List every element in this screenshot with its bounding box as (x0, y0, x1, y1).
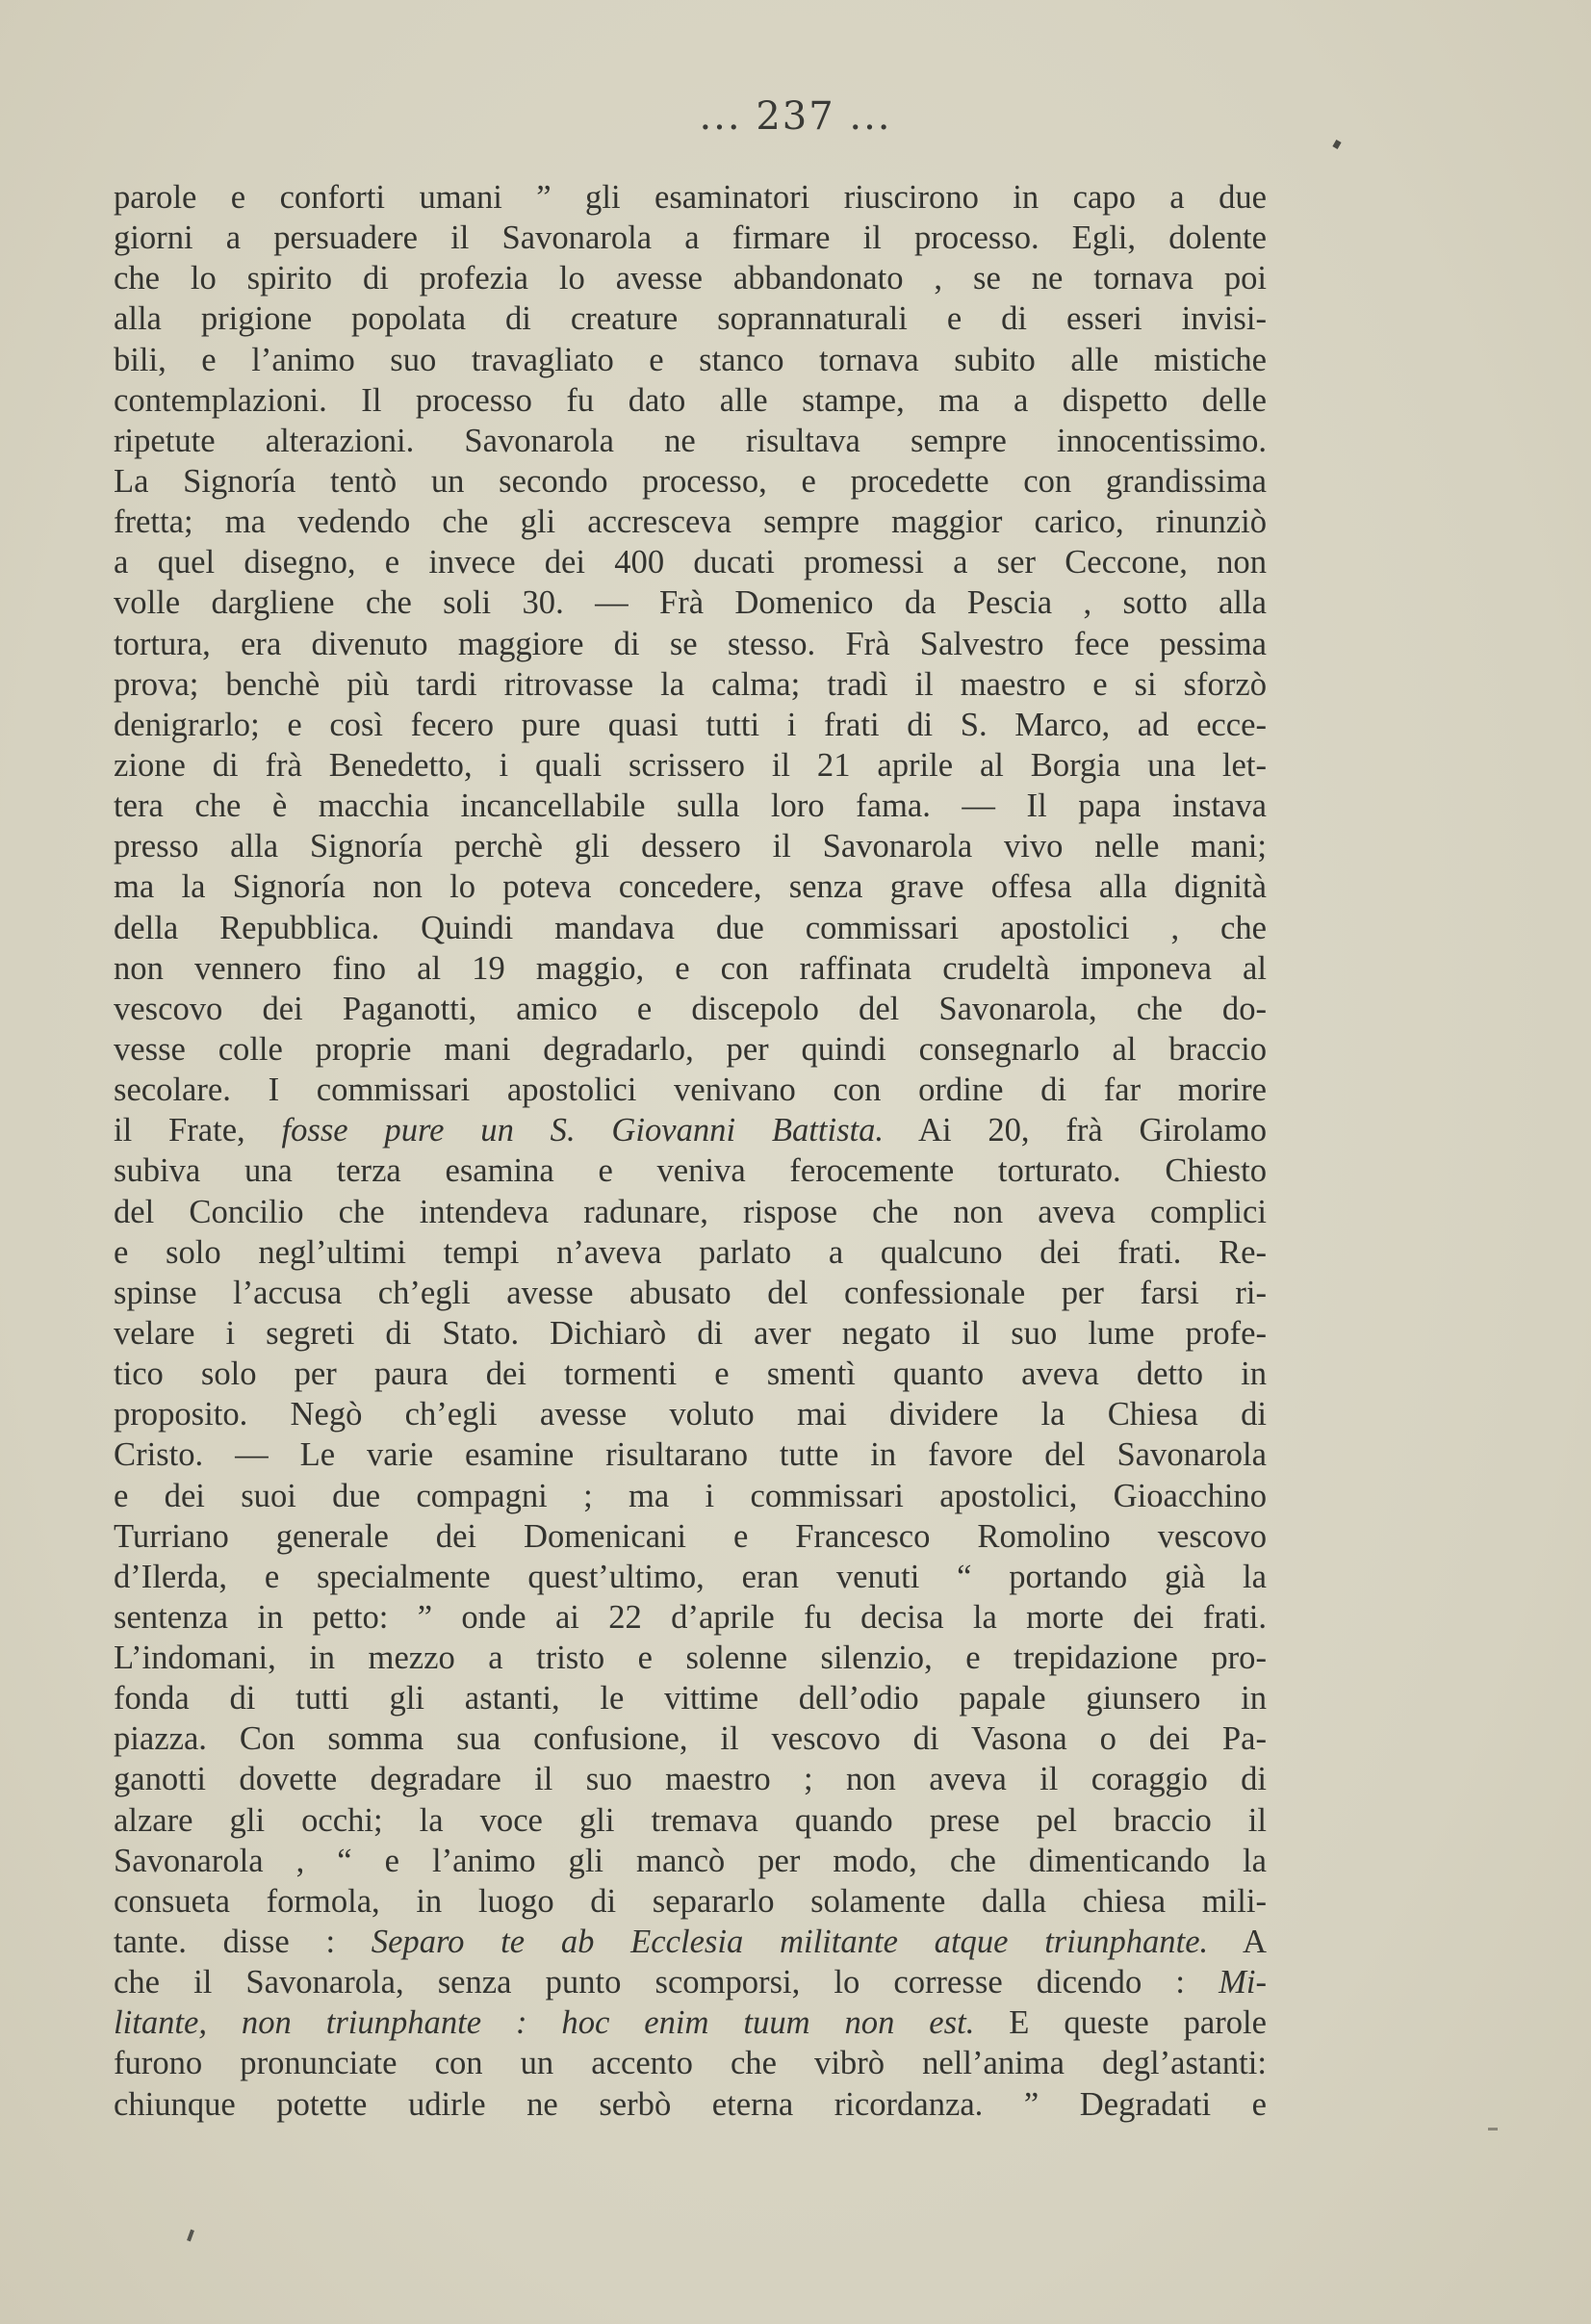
text-segment: chiunque potette udirle ne serbò eterna ricordanza. ” Degradati e (114, 2085, 1267, 2123)
text-segment: spinse l’accusa ch’egli avesse abusato del confessionale per farsi ri- (114, 1274, 1267, 1311)
text-line (114, 989, 1267, 1029)
text-line (114, 502, 1267, 542)
text-segment: della Repubblica. Quindi mandava due commissari apostolici , che (114, 909, 1267, 946)
text-line (114, 177, 1267, 218)
text-segment: Cristo. — Le varie esamine risultarano tutte in favore del Savonarola (114, 1436, 1267, 1474)
text-line (114, 542, 1267, 582)
text-segment: ma la Signoría non lo poteva concedere, senza grave offesa alla dignità (114, 868, 1267, 906)
text-line (114, 1354, 1267, 1394)
text-segment: Ai 20, frà Girolamo (884, 1112, 1268, 1149)
text-line (114, 786, 1267, 826)
text-segment: vescovo dei Paganotti, amico e discepolo del Savonarola, che do- (114, 990, 1267, 1027)
text-line (114, 1800, 1267, 1841)
text-segment: tera che è macchia incancellabile sulla loro fama. — Il papa instava (114, 788, 1267, 825)
text-segment: alzare gli occhi; la voce gli tremava quando prese pel braccio il (114, 1801, 1267, 1839)
text-segment: vesse colle proprie mani degradarlo, per quindi consegnarlo al braccio (114, 1030, 1267, 1068)
italic-text: Mi- (1219, 1964, 1267, 2001)
text-line (114, 340, 1267, 380)
text-line (114, 1150, 1267, 1191)
text-segment: e dei suoi due compagni ; ma i commissari apostolici, Gioacchino (114, 1477, 1267, 1514)
text-segment: ganotti dovette degradare il suo maestro ; non aveva il coraggio di (114, 1761, 1267, 1798)
italic-text: fosse pure un S. Giovanni Battista. (281, 1112, 885, 1149)
text-line (114, 1881, 1267, 1922)
text-segment: non vennero fino al 19 maggio, e con raffinata crudeltà imponeva al (114, 949, 1267, 987)
text-line (114, 582, 1267, 623)
text-segment: furono pronunciate con un accento che vibrò nell’anima degl’astanti: (114, 2045, 1267, 2082)
text-line (114, 664, 1267, 705)
text-line (114, 624, 1267, 664)
text-line (114, 1029, 1267, 1070)
text-line (114, 1394, 1267, 1434)
text-line (114, 1597, 1267, 1638)
text-line (114, 1192, 1267, 1232)
text-line (114, 1313, 1267, 1354)
text-segment: e solo negl’ultimi tempi n’aveva parlato a qualcuno dei frati. Re- (114, 1233, 1267, 1271)
italic-text: litante, non triunphante : hoc enim tuum non est. (114, 2004, 975, 2042)
text-line (114, 1759, 1267, 1799)
text-line (114, 2084, 1267, 2125)
text-line (114, 1638, 1267, 1678)
text-line (114, 1434, 1267, 1475)
text-segment: bili, e l’animo suo travagliato e stanco tornava subito alle mistiche (114, 341, 1267, 378)
text-segment: tico solo per paura dei tormenti e smentì quanto aveva detto in (114, 1356, 1267, 1393)
text-line (114, 1718, 1267, 1759)
body-text (114, 177, 1267, 2125)
text-line (114, 1557, 1267, 1597)
text-segment: L’indomani, in mezzo a tristo e solenne silenzio, e trepidazione pro- (114, 1640, 1267, 1677)
text-segment: a quel disegno, e invece dei 400 ducati promessi a ser Ceccone, non (114, 544, 1267, 581)
text-line (114, 866, 1267, 907)
italic-text: Separo te ab Ecclesia militante atque triunphante. (371, 1924, 1209, 1961)
text-segment: che il Savonarola, senza punto scomporsi, lo corresse dicendo : (114, 1964, 1219, 2001)
text-segment: La Signoría tentò un secondo processo, e procedette con grandissima (114, 462, 1267, 500)
text-segment: parole e conforti umani ” gli esaminatori riuscirono in capo a due (114, 179, 1267, 216)
text-segment: che lo spirito di profezia lo avesse abbandonato , se ne tornava poi (114, 260, 1267, 297)
text-line (114, 298, 1267, 339)
text-line (114, 1070, 1267, 1110)
text-line (114, 2043, 1267, 2083)
text-segment: il Frate, (114, 1112, 282, 1149)
text-segment: tante. disse : (114, 1924, 372, 1961)
text-line (114, 826, 1267, 866)
text-segment: A (1208, 1924, 1267, 1961)
text-line (114, 908, 1267, 948)
text-segment: giorni a persuadere il Savonarola a firmare il processo. Egli, dolente (114, 219, 1267, 257)
text-segment: denigrarlo; e così fecero pure quasi tutti i frati di S. Marco, ad ecce- (114, 706, 1267, 743)
text-segment: zione di frà Benedetto, i quali scrissero il 21 aprile al Borgia una let- (114, 746, 1267, 784)
text-line (114, 705, 1267, 745)
text-line (114, 461, 1267, 502)
text-line (114, 1922, 1267, 1962)
text-line (114, 218, 1267, 258)
text-line (114, 380, 1267, 421)
text-line (114, 1232, 1267, 1273)
text-segment: sentenza in petto: ” onde ai 22 d’aprile fu decisa la morte dei frati. (114, 1598, 1267, 1636)
text-segment: proposito. Negò ch’egli avesse voluto mai dividere la Chiesa di (114, 1396, 1267, 1433)
text-line (114, 1516, 1267, 1557)
text-line (114, 1110, 1267, 1150)
page-number: ... 237 ... (699, 94, 892, 139)
text-line (114, 1476, 1267, 1516)
text-segment: Turriano generale dei Domenicani e Francesco Romolino vescovo (114, 1517, 1267, 1555)
text-segment: tortura, era divenuto maggiore di se stesso. Frà Salvestro fece pessima (114, 625, 1267, 662)
text-line (114, 421, 1267, 461)
text-line (114, 1678, 1267, 1718)
text-segment: velare i segreti di Stato. Dichiarò di aver negato il suo lume profe- (114, 1314, 1267, 1352)
text-line (114, 1273, 1267, 1313)
text-segment: consueta formola, in luogo di separarlo solamente dalla chiesa mili- (114, 1882, 1267, 1920)
text-segment: piazza. Con somma sua confusione, il vescovo di Vasona o dei Pa- (114, 1720, 1267, 1758)
text-line (114, 258, 1267, 298)
text-segment: volle dargliene che soli 30. — Frà Domenico da Pescia , sotto alla (114, 584, 1267, 622)
text-segment: E queste parole (974, 2004, 1267, 2042)
text-segment: Savonarola , “ e l’animo gli mancò per modo, che dimenticando la (114, 1842, 1267, 1879)
ink-speck-right-margin (1488, 2128, 1498, 2130)
text-line (114, 948, 1267, 989)
text-segment: d’Ilerda, e specialmente quest’ultimo, eran venuti “ portando già la (114, 1558, 1267, 1595)
text-segment: subiva una terza esamina e veniva ferocemente torturato. Chiesto (114, 1152, 1267, 1190)
text-segment: prova; benchè più tardi ritrovasse la calma; tradì il maestro e si sforzò (114, 665, 1267, 703)
ink-speck-top-right (1332, 140, 1341, 149)
text-segment: del Concilio che intendeva radunare, rispose che non aveva complici (114, 1193, 1267, 1230)
text-segment: contemplazioni. Il processo fu dato alle stampe, ma a dispetto delle (114, 381, 1267, 419)
text-line (114, 745, 1267, 786)
text-segment: presso alla Signoría perchè gli dessero il Savonarola vivo nelle mani; (114, 828, 1267, 865)
text-line (114, 1841, 1267, 1881)
ink-speck-bottom-left (187, 2230, 194, 2242)
text-segment: ripetute alterazioni. Savonarola ne risultava sempre innocentissimo. (114, 422, 1267, 459)
text-line (114, 1962, 1267, 2002)
text-line (114, 2002, 1267, 2043)
text-segment: secolare. I commissari apostolici venivano con ordine di far morire (114, 1072, 1267, 1109)
text-segment: fonda di tutti gli astanti, le vittime dell’odio papale giunsero in (114, 1680, 1267, 1717)
text-segment: fretta; ma vedendo che gli accresceva sempre maggior carico, rinunziò (114, 504, 1267, 541)
text-segment: alla prigione popolata di creature soprannaturali e di esseri invisi- (114, 300, 1267, 338)
